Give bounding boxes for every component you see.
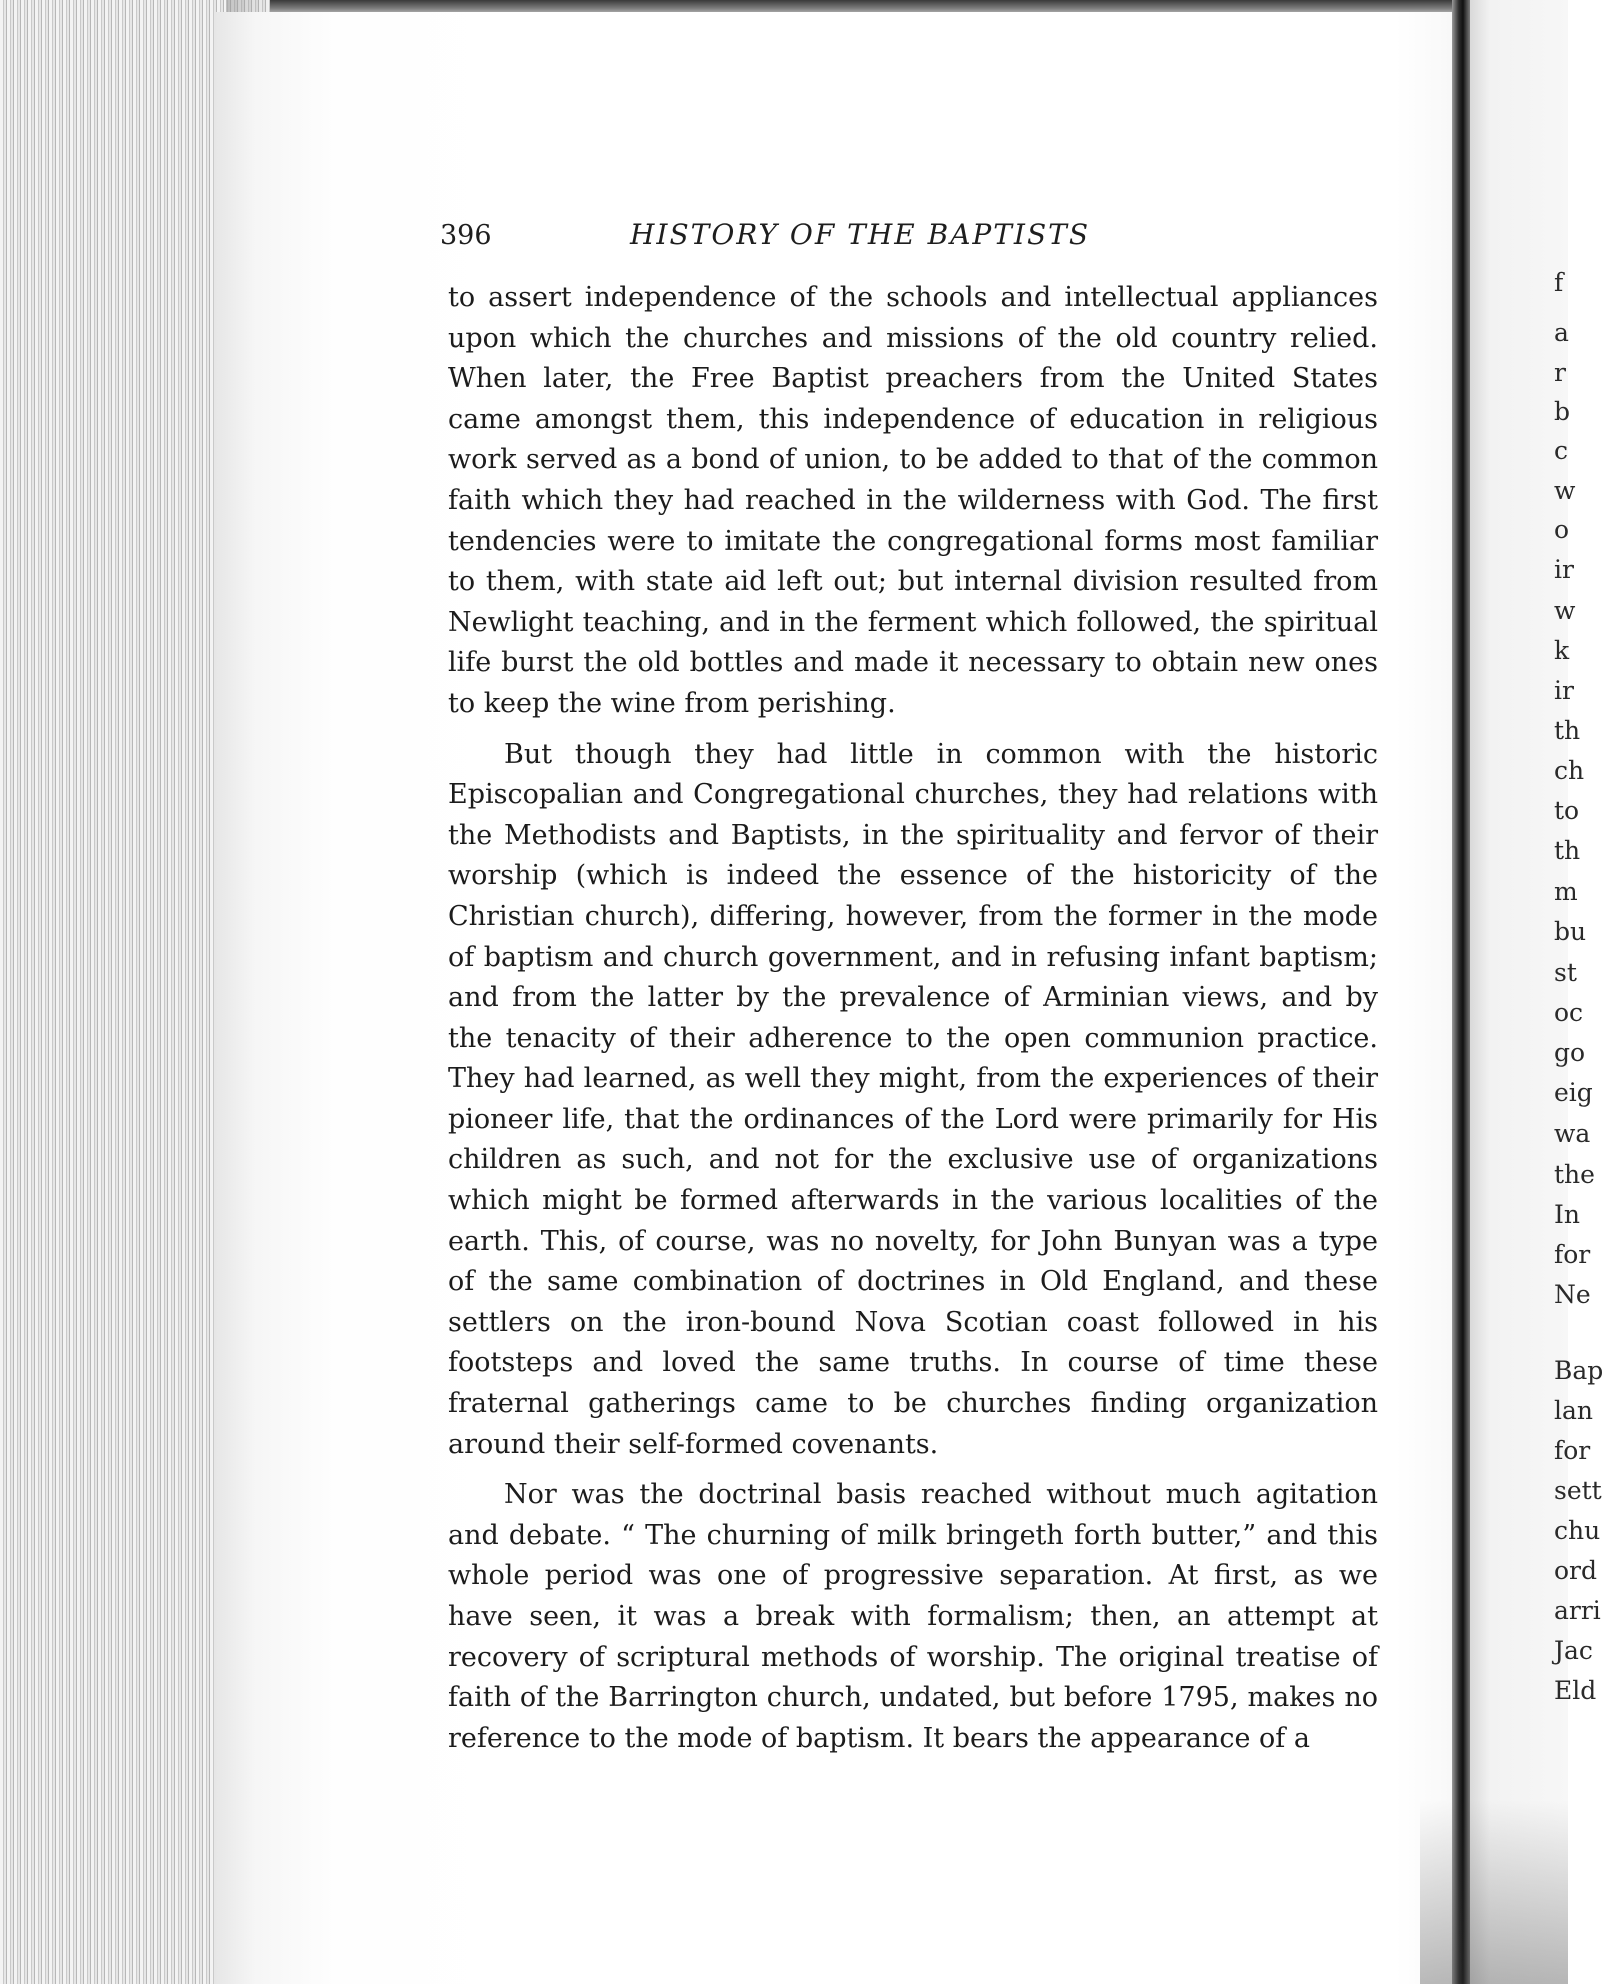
facing-page-fragment: lan	[1554, 1396, 1594, 1425]
facing-page-fragment: for	[1554, 1240, 1591, 1269]
facing-page-fragment: ch	[1554, 756, 1585, 785]
facing-page-fragment: th	[1554, 716, 1581, 745]
page-number: 396	[440, 220, 492, 251]
facing-page-fragment: th	[1554, 836, 1581, 865]
facing-page-fragment: Eld	[1554, 1676, 1597, 1705]
facing-page-fragment: sett	[1554, 1476, 1602, 1505]
facing-page-fragment: ord	[1554, 1556, 1598, 1585]
facing-page-fragment: ir	[1554, 676, 1574, 705]
facing-page-fragment: oc	[1554, 998, 1584, 1027]
facing-page-fragment: a	[1554, 318, 1569, 347]
facing-page-edge	[1470, 0, 1603, 1984]
facing-page-fragment: ir	[1554, 555, 1574, 584]
scan-corner-shadow	[1420, 1800, 1568, 1984]
facing-page-fragment: In	[1554, 1200, 1580, 1229]
facing-page-fragment: to	[1554, 796, 1580, 825]
facing-page-fragment: m	[1554, 877, 1578, 906]
facing-page-fragment: chu	[1554, 1516, 1601, 1545]
running-head	[440, 220, 1160, 260]
paragraph: to assert independence of the schools and intellectual appliances upon which the churches and missions of the old country relied. When later, the Free Baptist preachers from the United States came amongst them, this independence of education in religious work served as a bond of union, to be added to that of the common faith which they had reached in the wilderness with God. The first tendencies were to imitate the congregational forms most familiar to them, with state aid left out; but internal division resulted from Newlight teaching, and in the ferment which followed, the spiritual life burst the old bottles and made it necessary to obtain new ones to keep the wine from perishing.	[448, 282, 1378, 719]
facing-page-fragment: w	[1554, 596, 1576, 625]
running-head-title: HISTORY OF THE BAPTISTS	[630, 218, 1091, 251]
facing-page-fragment: Jac	[1554, 1636, 1593, 1665]
facing-page-fragment: go	[1554, 1038, 1586, 1067]
facing-page-fragment: w	[1554, 476, 1576, 505]
facing-page-fragment: Bap	[1554, 1356, 1603, 1385]
facing-page-fragment: Ne	[1554, 1280, 1591, 1309]
facing-page-fragment: arri	[1554, 1596, 1601, 1625]
facing-page-fragment: c	[1554, 436, 1569, 465]
facing-page-fragment: eig	[1554, 1078, 1593, 1107]
facing-page-fragment: b	[1554, 397, 1571, 426]
paragraph: But though they had little in common with the historic Episcopalian and Congregational churches, they had relations with the Methodists and Baptists, in the spirituality and fervor of their worship (which is indeed the essence of the historicity of the Christian church), differing, however, from the former in the mode of baptism and church government, and in refusing infant baptism; and from the latter by the prevalence of Arminian views, and by the tenacity of their adherence to the open communion practice. They had learned, as well they might, from the experiences of their pioneer life, that the ordinances of the Lord were primarily for His children as such, and not for the exclusive use of organizations which might be formed afterwards in the various localities of the earth. This, of course, was no novelty, for John Bunyan was a type of the same combination of doctrines in Old England, and these settlers on the iron-bound Nova Scotian coast followed in his footsteps and loved the same truths. In course of time these fraternal gatherings came to be churches finding organization around their self-formed covenants.	[448, 738, 1378, 1460]
facing-page-fragment: bu	[1554, 917, 1587, 946]
facing-page-fragment: st	[1554, 958, 1577, 987]
facing-page-fragment: o	[1554, 515, 1570, 544]
facing-page-fragment: for	[1554, 1436, 1591, 1465]
facing-page-fragment: wa	[1554, 1119, 1591, 1148]
paragraph: Nor was the doctrinal basis reached without much agitation and debate. “ The churning of milk bringeth forth butter,” and this whole period was one of progressive separation. At first, as we have seen, it was a break with formalism; then, an attempt at recovery of scriptural methods of worship. The original treatise of faith of the Barrington church, undated, but before 1795, makes no reference to the mode of baptism. It bears the appearance of a	[448, 1479, 1378, 1754]
facing-page-fragment: the	[1554, 1160, 1595, 1189]
book-gutter	[1452, 0, 1470, 1984]
facing-page-fragment: k	[1554, 636, 1570, 665]
facing-page-fragment: r	[1554, 358, 1566, 387]
facing-page-fragment: f	[1554, 268, 1564, 297]
page-body-text	[448, 278, 1378, 1759]
